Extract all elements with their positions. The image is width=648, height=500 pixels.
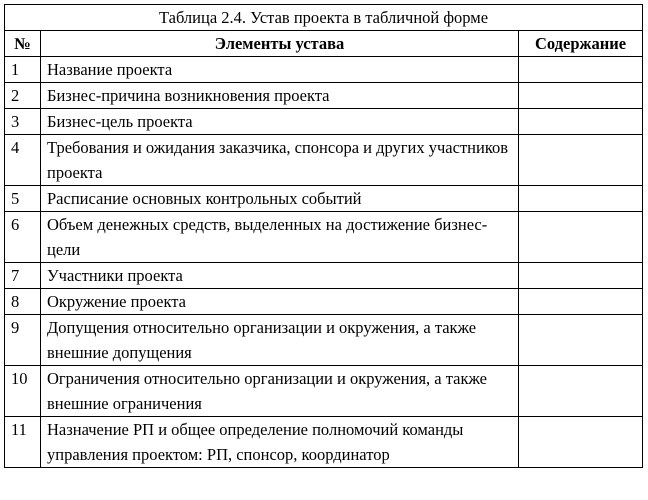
charter-table-wrapper xyxy=(4,4,642,468)
header-number: № xyxy=(5,31,41,57)
row-number: 2 xyxy=(5,83,41,109)
table-row xyxy=(5,186,643,212)
project-charter-table xyxy=(4,4,643,468)
table-header-row xyxy=(5,31,643,57)
row-number: 5 xyxy=(5,186,41,212)
row-element: Бизнес-причина возникновения проекта xyxy=(41,83,519,109)
table-row xyxy=(5,57,643,83)
row-element: Бизнес-цель проекта xyxy=(41,109,519,135)
row-content xyxy=(519,109,643,135)
table-row xyxy=(5,135,643,186)
row-number: 1 xyxy=(5,57,41,83)
row-element: Название проекта xyxy=(41,57,519,83)
row-content xyxy=(519,263,643,289)
row-number: 9 xyxy=(5,315,41,366)
table-row xyxy=(5,366,643,417)
table-row xyxy=(5,83,643,109)
row-content xyxy=(519,186,643,212)
row-element: Ограничения относительно организации и окружения, а также внешние ограничения xyxy=(41,366,519,417)
row-content xyxy=(519,135,643,186)
row-content xyxy=(519,83,643,109)
row-content xyxy=(519,289,643,315)
row-number: 8 xyxy=(5,289,41,315)
row-number: 6 xyxy=(5,212,41,263)
row-number: 4 xyxy=(5,135,41,186)
row-element: Требования и ожидания заказчика, спонсора и других участников проекта xyxy=(41,135,519,186)
row-content xyxy=(519,417,643,468)
table-row xyxy=(5,315,643,366)
header-content: Содержание xyxy=(519,31,643,57)
row-content xyxy=(519,57,643,83)
table-row xyxy=(5,289,643,315)
table-row xyxy=(5,109,643,135)
table-row xyxy=(5,263,643,289)
row-element: Допущения относительно организации и окружения, а также внешние допущения xyxy=(41,315,519,366)
row-number: 10 xyxy=(5,366,41,417)
row-element: Объем денежных средств, выделенных на достижение бизнес-цели xyxy=(41,212,519,263)
row-number: 3 xyxy=(5,109,41,135)
table-row xyxy=(5,212,643,263)
row-element: Назначение РП и общее определение полномочий команды управления проектом: РП, спонсор, координатор xyxy=(41,417,519,468)
table-row xyxy=(5,417,643,468)
row-number: 11 xyxy=(5,417,41,468)
row-element: Расписание основных контрольных событий xyxy=(41,186,519,212)
row-content xyxy=(519,315,643,366)
table-caption: Таблица 2.4. Устав проекта в табличной форме xyxy=(5,5,643,31)
row-number: 7 xyxy=(5,263,41,289)
row-element: Участники проекта xyxy=(41,263,519,289)
row-content xyxy=(519,212,643,263)
table-caption-row xyxy=(5,5,643,31)
row-element: Окружение проекта xyxy=(41,289,519,315)
row-content xyxy=(519,366,643,417)
header-elements: Элементы устава xyxy=(41,31,519,57)
